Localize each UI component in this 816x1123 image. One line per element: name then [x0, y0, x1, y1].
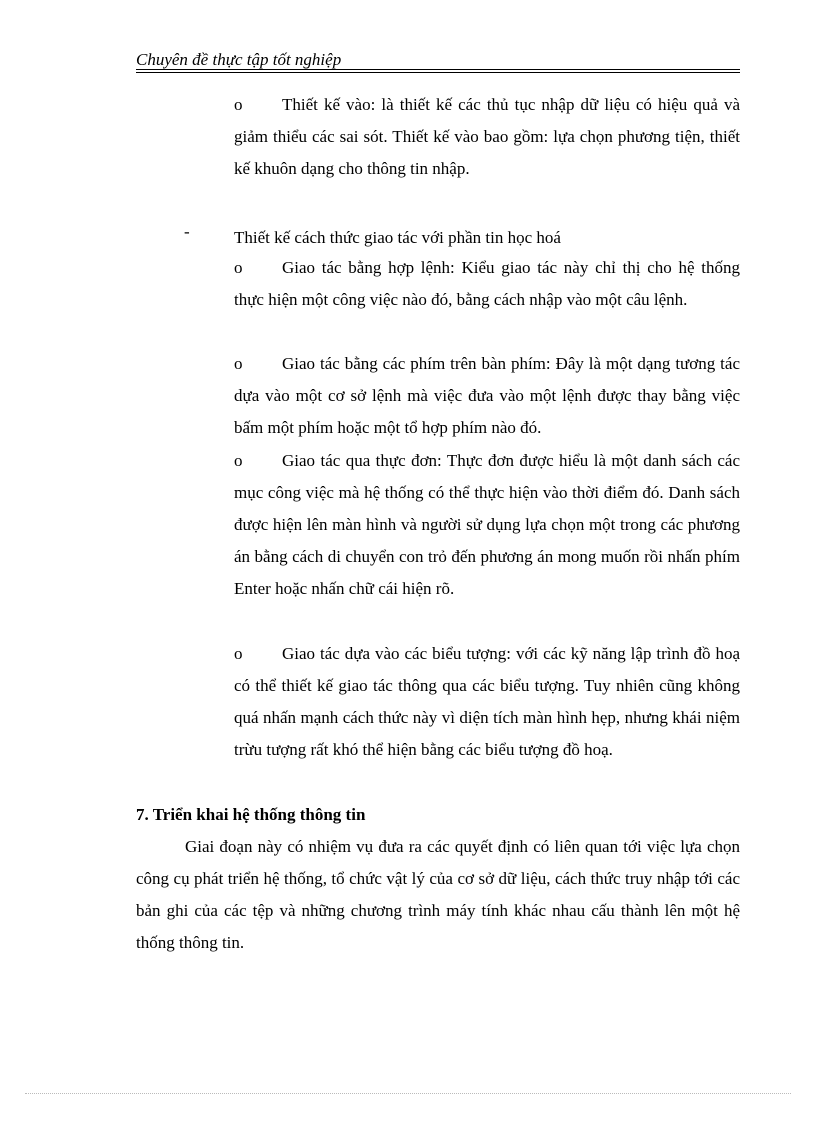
paragraph-text: Thiết kế vào: là thiết kế các thủ tục nhập dữ liệu có hiệu quả và giảm thiểu các sai sót. Thiết kế vào bao gồm: lựa chọn phương tiện, thiết kế khuôn dạng cho thông tin nhập.	[234, 95, 740, 178]
dash-item-text: Thiết kế cách thức giao tác với phần tin học hoá	[234, 228, 561, 247]
bullet-paragraph-input-design	[234, 89, 740, 185]
bullet-paragraph-menu	[234, 445, 740, 605]
bullet-paragraph-icons	[234, 638, 740, 766]
header-rule	[136, 69, 740, 70]
paragraph-text: Giao tác qua thực đơn: Thực đơn được hiểu là một danh sách các mục công việc mà hệ thống có thể thực hiện vào thời điểm đó. Danh sách được hiện lên màn hình và người sử dụng lựa chọn một trong các phương án bằng cách di chuyển con trỏ đến phương án mong muốn rồi nhấn phím Enter hoặc nhấn chữ cái hiện rõ.	[234, 451, 740, 598]
circle-bullet-icon: o	[234, 258, 243, 277]
circle-bullet-icon: o	[234, 354, 243, 373]
bullet-paragraph-keyboard	[234, 348, 740, 444]
circle-bullet-icon: o	[234, 644, 243, 663]
body-paragraph: Giai đoạn này có nhiệm vụ đưa ra các quyết định có liên quan tới việc lựa chọn công cụ phát triển hệ thống, tổ chức vật lý của cơ sở dữ liệu, cách thức truy nhập tới các bản ghi của các tệp và những chương trình máy tính khác nhau cấu thành lên một hệ thống thông tin.	[136, 837, 740, 952]
bullet-paragraph-command	[234, 252, 740, 316]
paragraph-text: Giao tác bằng hợp lệnh: Kiểu giao tác này chỉ thị cho hệ thống thực hiện một công việc nào đó, bằng cách nhập vào một câu lệnh.	[234, 258, 740, 309]
page-bottom-rule	[25, 1093, 791, 1094]
dash-bullet-icon: -	[184, 222, 190, 241]
page-header: Chuyên đề thực tập tốt nghiệp	[136, 50, 342, 69]
circle-bullet-icon: o	[234, 451, 243, 470]
paragraph-text: Giao tác dựa vào các biểu tượng: với các kỹ năng lập trình đồ hoạ có thể thiết kế giao tác thông qua các biểu tượng. Tuy nhiên cũng không quá nhấn mạnh cách thức này vì diện tích màn hình hẹp, nhưng khái niệm trừu tượng rất khó thể hiện bằng các biểu tượng đồ hoạ.	[234, 644, 740, 759]
header-rule-double	[136, 72, 740, 73]
section-heading: 7. Triển khai hệ thống thông tin	[136, 805, 366, 824]
paragraph-text: Giao tác bằng các phím trên bàn phím: Đây là một dạng tương tác dựa vào một cơ sở lệnh mà việc đưa vào một lệnh được thay bằng việc bấm một phím hoặc một tổ hợp phím nào đó.	[234, 354, 740, 437]
circle-bullet-icon: o	[234, 95, 243, 114]
